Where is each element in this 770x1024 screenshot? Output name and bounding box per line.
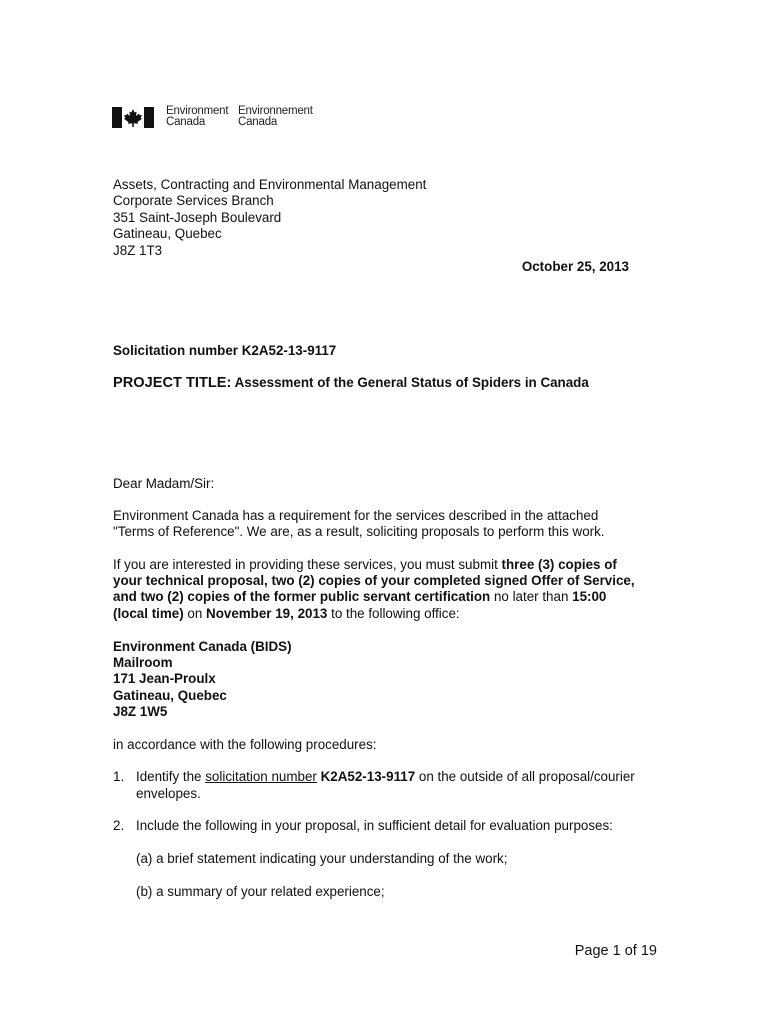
paragraph-line: Environment Canada has a requirement for the services described in the attached	[113, 508, 599, 523]
project-title-value: Assessment of the General Status of Spiders in Canada	[234, 375, 589, 390]
text-span-bold: November 19, 2013	[206, 606, 328, 621]
list-number: 1.	[113, 769, 125, 784]
paragraph-line: your technical proposal, two (2) copies of your completed signed Offer of Service,	[113, 573, 635, 588]
logo-en-line1: Environment	[166, 105, 229, 117]
office-address-line: Environment Canada (BIDS)	[113, 639, 292, 654]
page-number: Page 1 of 19	[574, 943, 657, 959]
sub-list-text: a summary of your related experience;	[156, 884, 385, 899]
paragraph-line	[113, 606, 460, 622]
logo-en-line2: Canada	[166, 116, 206, 128]
sub-list-label: (a)	[136, 851, 153, 866]
solicitation-number: Solicitation number K2A52-13-9117	[113, 343, 337, 358]
office-address-line: Gatineau, Quebec	[113, 688, 227, 703]
sub-list-item	[136, 884, 385, 900]
sub-list-label: (b)	[136, 884, 153, 899]
list-number: 2.	[113, 818, 125, 833]
office-address-line: 171 Jean-Proulx	[113, 671, 216, 686]
text-span-underlined: solicitation number	[205, 769, 317, 784]
text-span-bold: (local time)	[113, 606, 184, 621]
address-line: Corporate Services Branch	[113, 193, 274, 208]
text-span: Identify the	[136, 769, 206, 784]
list-item-text: Include the following in your proposal, in sufficient detail for evaluation purposes:	[136, 818, 613, 833]
project-title	[113, 375, 589, 391]
logo-fr-line2: Canada	[238, 116, 278, 128]
procedures-intro: in accordance with the following procedures:	[113, 737, 377, 752]
address-line: Gatineau, Quebec	[113, 226, 222, 241]
sub-list-text: a brief statement indicating your understanding of the work;	[156, 851, 508, 866]
office-address-line: J8Z 1W5	[113, 704, 168, 719]
salutation: Dear Madam/Sir:	[113, 476, 215, 491]
text-span-bold: K2A52-13-9117	[320, 769, 416, 784]
text-span: If you are interested in providing these services, you must submit	[113, 557, 502, 572]
logo-text-english	[166, 106, 228, 128]
text-span-bold: three (3) copies of	[501, 557, 617, 572]
text-span-bold: 15:00	[572, 589, 607, 604]
text-span: on the outside of all proposal/courier	[415, 769, 635, 784]
paragraph-line	[113, 589, 606, 605]
environment-canada-logo	[112, 106, 322, 130]
canada-flag-icon	[112, 107, 154, 128]
project-title-label: PROJECT TITLE:	[113, 375, 232, 391]
address-line: Assets, Contracting and Environmental Management	[113, 177, 427, 192]
address-line: 351 Saint-Joseph Boulevard	[113, 210, 282, 225]
address-line: J8Z 1T3	[113, 243, 163, 258]
logo-fr-line1: Environnement	[238, 105, 313, 117]
logo-text-french	[238, 106, 313, 128]
paragraph-line: "Terms of Reference". We are, as a result, soliciting proposals to perform this work.	[113, 524, 605, 539]
text-span: to the following office:	[327, 606, 460, 621]
office-address-line: Mailroom	[113, 655, 173, 670]
sub-list-item	[136, 851, 507, 867]
letter-date: October 25, 2013	[521, 259, 629, 274]
list-item-text	[136, 769, 635, 785]
list-item-text: envelopes.	[136, 786, 201, 801]
text-span: on	[183, 606, 207, 621]
paragraph-line	[113, 557, 617, 573]
text-span: no later than	[490, 589, 573, 604]
text-span-bold: and two (2) copies of the former public servant certification	[113, 589, 491, 604]
